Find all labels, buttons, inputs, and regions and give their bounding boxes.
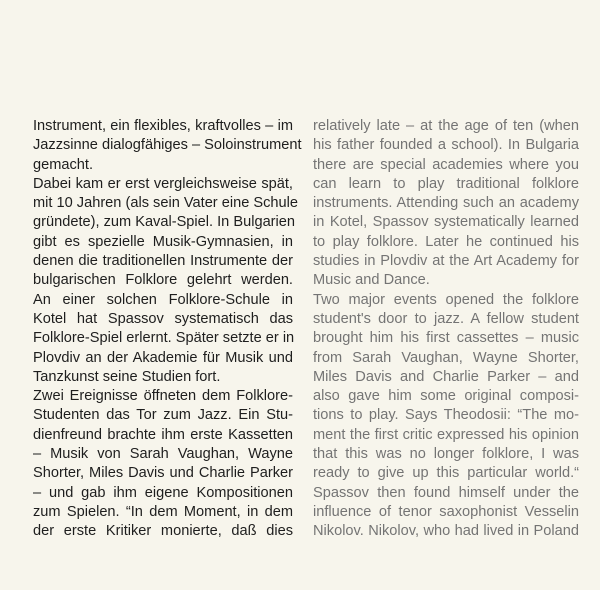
text-line: brought him his first cassettes – music xyxy=(313,330,579,347)
text-line: there are special academies where you xyxy=(313,156,579,173)
text-line: student's door to jazz. A fellow student xyxy=(313,310,579,327)
text-line: gibt es spezielle Musik-Gymnasien, in xyxy=(33,233,293,250)
text-line: instruments. Attending such an academy xyxy=(313,195,579,212)
text-line: influence of tenor saxophonist Vesselin xyxy=(313,503,579,520)
text-line: zum Spielen. “In dem Moment, in dem xyxy=(33,503,293,520)
text-line: bulgarischen Folklore gelehrt werden. xyxy=(33,272,293,289)
text-line: Dabei kam er erst vergleichsweise spät, xyxy=(33,175,293,192)
text-line: denen die traditionellen Instrumente der xyxy=(33,253,293,270)
text-line: Two major events opened the folklore xyxy=(313,291,579,308)
text-line: studies in Plovdiv at the Art Academy for xyxy=(313,253,579,270)
text-line: mit 10 Jahren (als sein Vater eine Schule xyxy=(33,195,298,212)
text-line: his father founded a school). In Bulgaria xyxy=(313,137,579,154)
text-line: gründete), zum Kaval-Spiel. In Bulgarien xyxy=(33,214,296,231)
text-line: gemacht. xyxy=(33,156,94,173)
text-line: ment the first critic expressed his opinion xyxy=(313,426,579,443)
text-line: relatively late – at the age of ten (when xyxy=(313,118,579,134)
text-line: from Sarah Vaughan, Wayne Shorter, xyxy=(313,349,579,366)
text-line: Folklore-Spiel erlernt. Später setzte er in xyxy=(33,330,295,347)
german-text-column xyxy=(33,117,302,542)
text-line: tions to play. Says Theodosii: “The mo- xyxy=(313,407,579,424)
text-line: ready to give up this particular world.“ xyxy=(313,465,579,482)
text-line: Nikolov. Nikolov, who had lived in Poland xyxy=(313,523,579,540)
text-line: An einer solchen Folklore-Schule in xyxy=(33,291,293,308)
text-line: Miles Davis and Charlie Parker – and xyxy=(313,368,579,385)
text-line: Jazzsinne dialogfähiges – Soloinstrument xyxy=(33,137,302,154)
text-line: Shorter, Miles Davis und Charlie Parker xyxy=(33,465,293,482)
text-line: can learn to play traditional folklore xyxy=(313,175,579,192)
text-line: Music and Dance. xyxy=(313,272,430,289)
text-line: Zwei Ereignisse öffneten dem Folklore- xyxy=(33,388,293,405)
english-text-column xyxy=(313,117,579,542)
text-line: Spassov then found himself under the xyxy=(313,484,579,501)
text-line: to play folklore. Later he continued his xyxy=(313,233,579,250)
text-line: Instrument, ein flexibles, kraftvolles – im xyxy=(33,118,293,134)
text-line: Kotel hat Spassov systematisch das xyxy=(33,310,293,327)
text-line: Studenten das Tor zum Jazz. Ein Stu- xyxy=(33,407,293,424)
text-line: – Musik von Sarah Vaughan, Wayne xyxy=(33,446,293,463)
text-line: – und gab ihm eigene Kompositionen xyxy=(33,484,293,501)
text-line: dienfreund brachte ihm erste Kassetten xyxy=(33,426,293,443)
text-line: that this was no longer folklore, I was xyxy=(313,446,579,463)
text-line: Tanzkunst seine Studien fort. xyxy=(33,368,221,385)
text-line: der erste Kritiker monierte, daß dies xyxy=(33,523,293,540)
text-line: also gave him some original composi- xyxy=(313,388,579,405)
text-line: Plovdiv an der Akademie für Musik und xyxy=(33,349,293,366)
text-line: in Kotel, Spassov systematically learned xyxy=(313,214,579,231)
